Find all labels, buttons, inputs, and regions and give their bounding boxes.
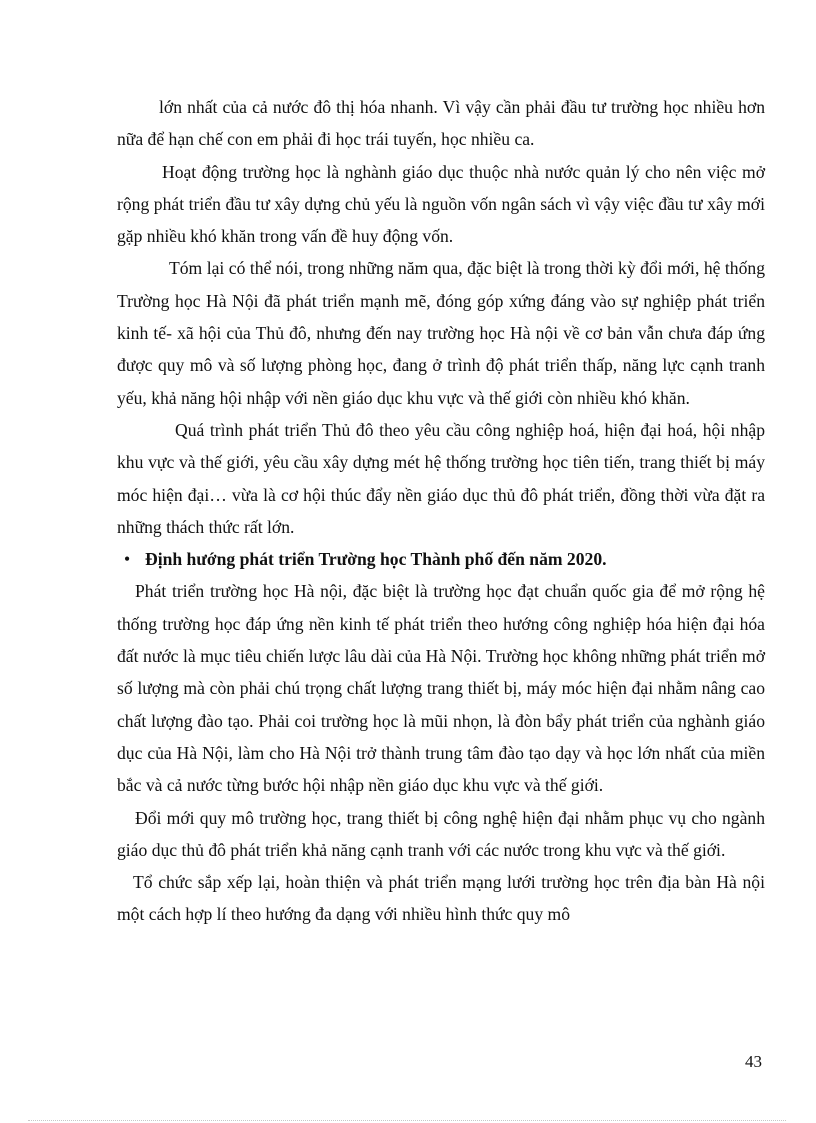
paragraph-3: Tóm lại có thể nói, trong những năm qua, đặc biệt là trong thời kỳ đổi mới, hệ thống Trường học Hà Nội đã phát triển mạnh mẽ, đóng góp xứng đáng vào sự nghiệp phát triển kinh tế- xã hội của Thủ đô, nhưng đến nay trường học Hà nội về cơ bản vẫn chưa đáp ứng được quy mô và số lượng phòng học, đang ở trình độ phát triển thấp, năng lực cạnh tranh yếu, khả năng hội nhập với nền giáo dục khu vực và thế giới còn nhiều khó khăn. (117, 258, 765, 408)
paragraph-7: Tổ chức sắp xếp lại, hoàn thiện và phát triển mạng lưới trường học trên địa bàn Hà nội một cách hợp lí theo hướng đa dạng với nhiều hình thức quy mô (117, 872, 765, 925)
paragraph-6: Đổi mới quy mô trường học, trang thiết bị công nghệ hiện đại nhằm phục vụ cho ngành giáo dục thủ đô phát triển khả năng cạnh tranh với các nước trong khu vực và thế giới. (117, 807, 765, 860)
paragraph-2: Hoạt động trường học là nghành giáo dục thuộc nhà nước quản lý cho nên việc mở rộng phát triển đầu tư xây dựng chủ yếu là nguồn vốn ngân sách vì vậy việc đầu tư xây mới gặp nhiều khó khăn trong vấn đề huy động vốn. (117, 161, 765, 247)
paragraph-4: Quá trình phát triển Thủ đô theo yêu cầu công nghiệp hoá, hiện đại hoá, hội nhập khu vực và thế giới, yêu cầu xây dựng mét hệ thống trường học tiên tiến, trang thiết bị máy móc hiện đại… vừa là cơ hội thúc đẩy nền giáo dục thủ đô phát triển, đồng thời vừa đặt ra những thách thức rất lớn. (117, 419, 765, 537)
paragraph-1: lớn nhất của cả nước đô thị hóa nhanh. Vì vậy cần phải đầu tư trường học nhiều hơn nữa để hạn chế con em phải đi học trái tuyến, học nhiều ca. (117, 97, 765, 150)
page-number: 43 (745, 1052, 762, 1071)
page-divider (28, 1120, 786, 1121)
bullet-icon: • (124, 549, 131, 570)
paragraph-5: Phát triển trường học Hà nội, đặc biệt là trường học đạt chuẩn quốc gia để mở rộng hệ thống trường học đáp ứng nền kinh tế phát triển theo hướng công nghiệp hóa hiện đại hóa đất nước là mục tiêu chiến lược lâu dài của Hà Nội. Trường học không những phát triển mở số lượng mà còn phải chú trọng chất lượng trang thiết bị, máy móc hiện đại nhằm nâng cao chất lượng đào tạo. Phải coi trường học là mũi nhọn, là đòn bẩy phát triển của nghành giáo dục của Hà Nội, làm cho Hà Nội trở thành trung tâm đào tạo dạy và học lớn nhất của miền bắc và cả nước từng bước hội nhập nền giáo dục khu vực và thế giới. (117, 581, 765, 796)
body-text (117, 91, 765, 931)
bullet-heading-text: Định hướng phát triển Trường học Thành phố đến năm 2020. (145, 549, 607, 570)
bullet-heading (117, 543, 765, 575)
